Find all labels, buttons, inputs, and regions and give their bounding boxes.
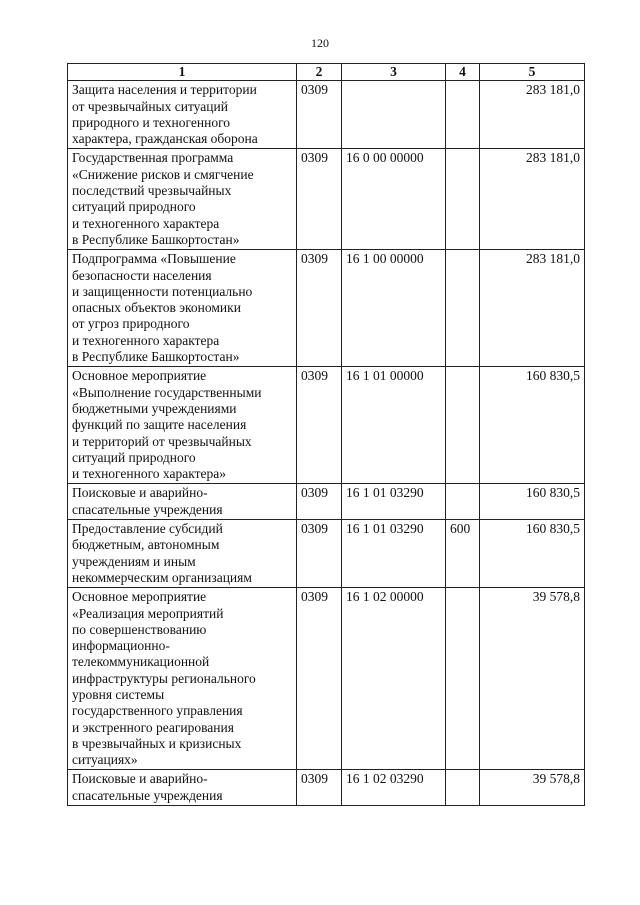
table-row — [68, 367, 585, 484]
row-amount: 283 181,0 — [480, 250, 585, 367]
header-col-3: 3 — [342, 64, 446, 81]
header-col-5: 5 — [480, 64, 585, 81]
row-code: 16 1 01 03290 — [342, 484, 446, 520]
row-name: Государственная программа «Снижение рисков и смягчение последствий чрезвычайных ситуаций природного и техногенного характера в Республике Башкортостан» — [68, 149, 297, 250]
row-section: 0309 — [297, 250, 342, 367]
row-type — [446, 588, 480, 770]
row-type: 600 — [446, 520, 480, 588]
row-amount: 283 181,0 — [480, 81, 585, 149]
row-name: Основное мероприятие «Выполнение государственными бюджетными учреждениями функций по защите населения и территорий от чрезвычайных ситуаций природного и техногенного характера» — [68, 367, 297, 484]
table-row — [68, 484, 585, 520]
row-amount: 283 181,0 — [480, 149, 585, 250]
row-name: Предоставление субсидий бюджетным, автономным учреждениям и иным некоммерческим организациям — [68, 520, 297, 588]
table-row — [68, 520, 585, 588]
table-body — [68, 81, 585, 806]
header-col-1: 1 — [68, 64, 297, 81]
row-type — [446, 149, 480, 250]
row-code: 16 1 01 03290 — [342, 520, 446, 588]
row-name: Поисковые и аварийно- спасательные учреждения — [68, 484, 297, 520]
row-code: 16 1 02 03290 — [342, 770, 446, 806]
row-type — [446, 484, 480, 520]
row-section: 0309 — [297, 81, 342, 149]
row-section: 0309 — [297, 520, 342, 588]
row-name: Основное мероприятие «Реализация мероприятий по совершенствованию информационно- телекоммуникационной инфраструктуры регионального уровня системы государственного управления и экстренного реагирования в чрезвычайных и кризисных ситуациях» — [68, 588, 297, 770]
header-row — [68, 64, 585, 81]
row-name: Защита населения и территории от чрезвычайных ситуаций природного и техногенного характера, гражданская оборона — [68, 81, 297, 149]
header-col-4: 4 — [446, 64, 480, 81]
row-code: 16 1 00 00000 — [342, 250, 446, 367]
table-row — [68, 250, 585, 367]
row-code: 16 1 01 00000 — [342, 367, 446, 484]
row-amount: 39 578,8 — [480, 588, 585, 770]
page-number: 120 — [311, 36, 329, 50]
row-section: 0309 — [297, 770, 342, 806]
row-amount: 160 830,5 — [480, 484, 585, 520]
row-type — [446, 81, 480, 149]
row-section: 0309 — [297, 367, 342, 484]
row-name: Поисковые и аварийно- спасательные учреждения — [68, 770, 297, 806]
header-col-2: 2 — [297, 64, 342, 81]
table-row — [68, 149, 585, 250]
table-row — [68, 588, 585, 770]
row-section: 0309 — [297, 149, 342, 250]
row-amount: 160 830,5 — [480, 520, 585, 588]
table-header — [68, 64, 585, 81]
row-type — [446, 367, 480, 484]
row-amount: 160 830,5 — [480, 367, 585, 484]
row-section: 0309 — [297, 484, 342, 520]
row-code: 16 1 02 00000 — [342, 588, 446, 770]
row-code: 16 0 00 00000 — [342, 149, 446, 250]
row-type — [446, 770, 480, 806]
row-section: 0309 — [297, 588, 342, 770]
row-name: Подпрограмма «Повышение безопасности населения и защищенности потенциально опасных объектов экономики от угроз природного и техногенного характера в Республике Башкортостан» — [68, 250, 297, 367]
budget-table — [67, 63, 585, 806]
row-type — [446, 250, 480, 367]
table-row — [68, 81, 585, 149]
row-code — [342, 81, 446, 149]
table-row — [68, 770, 585, 806]
row-amount: 39 578,8 — [480, 770, 585, 806]
